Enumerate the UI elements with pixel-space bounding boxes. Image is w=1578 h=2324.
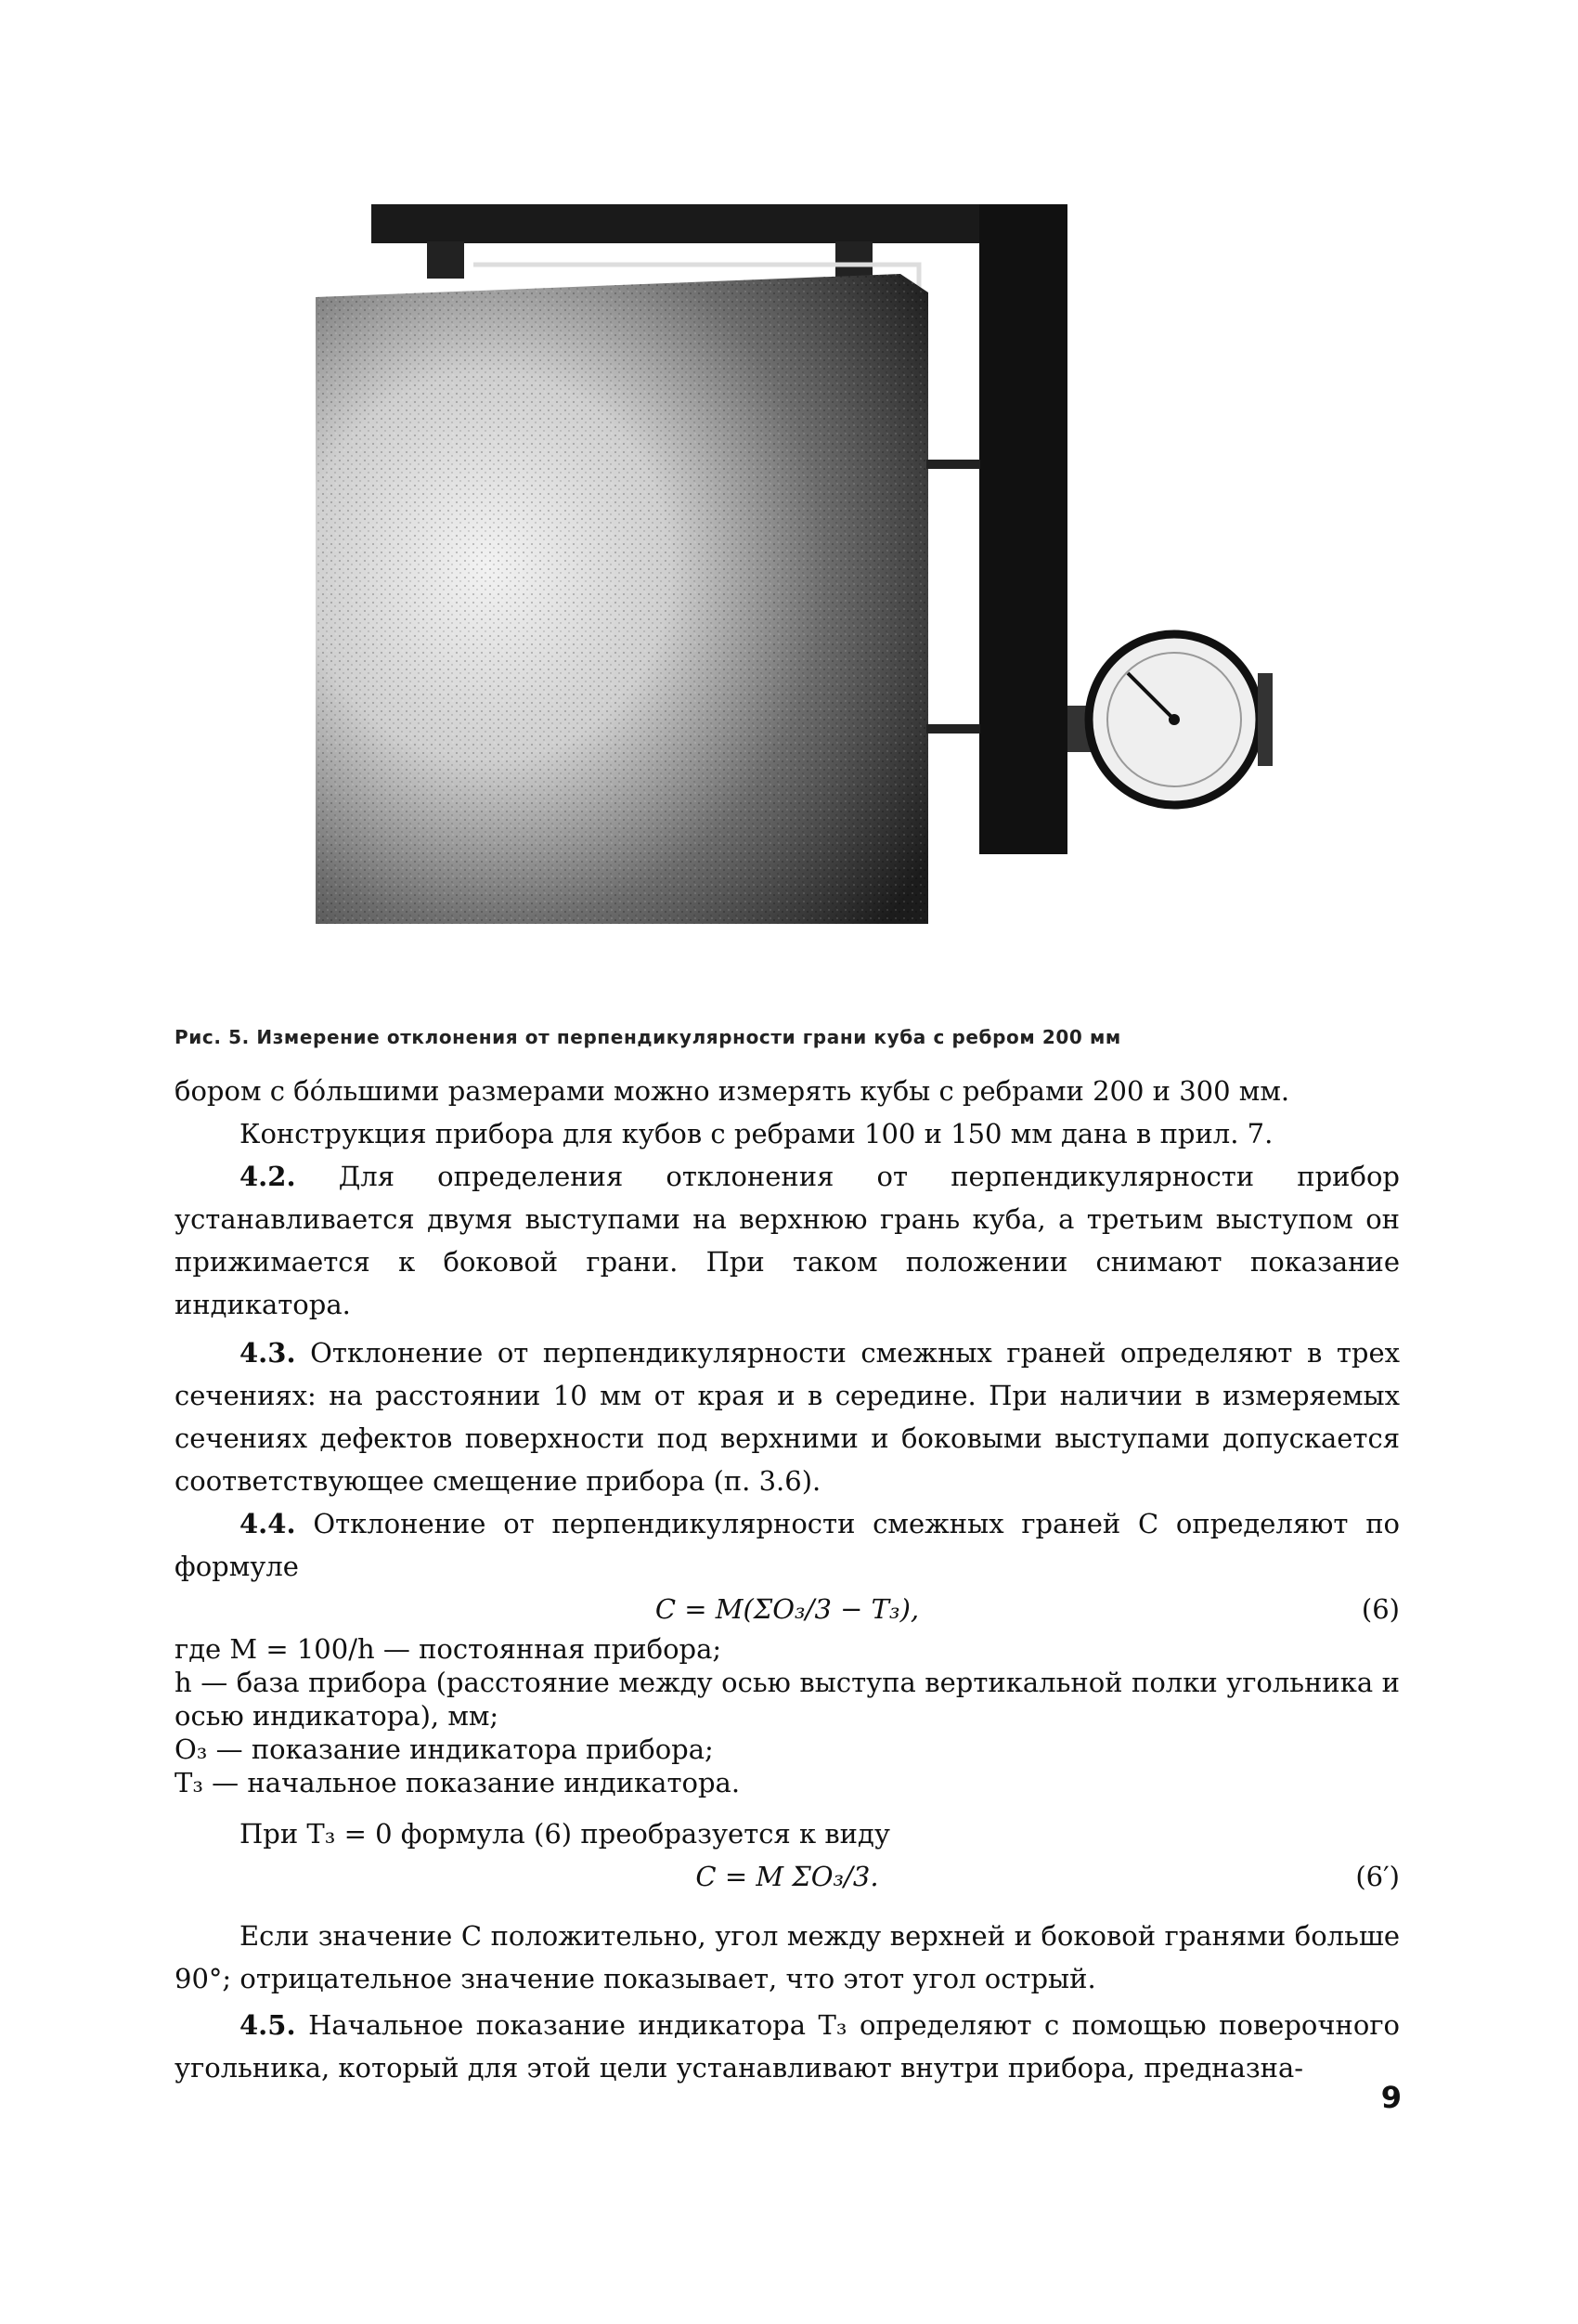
definition: O₃ — показание индикатора прибора; (175, 1733, 714, 1765)
square-top-bar (371, 204, 1067, 243)
clause-number: 4.2. (239, 1161, 296, 1192)
clause-number: 4.5. (239, 2009, 296, 2041)
figure-caption: Рис. 5. Измерение отклонения от перпендикулярности грани куба с ребром 200 мм (175, 1026, 1121, 1048)
body-text (175, 1070, 1400, 2089)
clause-number: 4.3. (239, 1337, 296, 1369)
definition: где M = 100/h — постоянная прибора; (175, 1633, 722, 1665)
formula-text: C = M ΣO₃/3. (695, 1861, 879, 1892)
page-number: 9 (1380, 2080, 1402, 2115)
cube-measurement-photo (288, 190, 1309, 952)
formula-6 (175, 1588, 1400, 1632)
top-foot-right (835, 241, 873, 279)
paragraph-4-3: 4.3. Отклонение от перпендикулярности смежных граней определяют в трех сечениях: на расстоянии 10 мм от края и в середине. При наличии в измеряемых сечениях дефектов поверхности под верхними и боковыми выступами допускается соответствующее смещение прибора (п. 3.6). (175, 1337, 1400, 1497)
definitions (175, 1632, 1400, 1799)
paragraph-4-5: 4.5. Начальное показание индикатора T₃ определяют с помощью поверочного угольника, который для этой цели устанавливают внутри прибора, предназна- (175, 2009, 1400, 2084)
side-protrusion-lower (926, 724, 980, 734)
paragraph: Конструкция прибора для кубов с ребрами 100 и 150 мм дана в прил. 7. (239, 1118, 1274, 1149)
square-vertical-bar (979, 204, 1067, 854)
top-foot-left (427, 241, 464, 279)
paragraph: бором с бо́льшими размерами можно измерять кубы с ребрами 200 и 300 мм. (175, 1075, 1290, 1107)
definition: h — база прибора (расстояние между осью выступа вертикальной полки угольника и осью индикатора), мм; (175, 1667, 1400, 1732)
side-protrusion-upper (926, 460, 980, 469)
paragraph-4-2: 4.2. Для определения отклонения от перпендикулярности прибор устанавливается двумя выступами на верхнюю грань куба, а третьим выступом он прижимается к боковой грани. При таком положении снимают показание индикатора. (175, 1161, 1400, 1320)
formula-text: C = M(ΣO₃/3 − T₃), (654, 1593, 920, 1625)
formula-6-prime (175, 1855, 1400, 1900)
paragraph: Если значение C положительно, угол между верхней и боковой гранями больше 90°; отрицательное значение показывает, что этот угол острый. (175, 1920, 1400, 1994)
figure-5-photo (288, 190, 1309, 952)
clause-number: 4.4. (239, 1508, 296, 1539)
formula-number: (6′) (1355, 1861, 1400, 1892)
formula-number: (6) (1361, 1593, 1400, 1625)
definition: T₃ — начальное показание индикатора. (175, 1767, 741, 1798)
paragraph: При T₃ = 0 формула (6) преобразуется к виду (239, 1818, 890, 1850)
paragraph-4-4: 4.4. Отклонение от перпендикулярности смежных граней C определяют по формуле (175, 1508, 1400, 1582)
